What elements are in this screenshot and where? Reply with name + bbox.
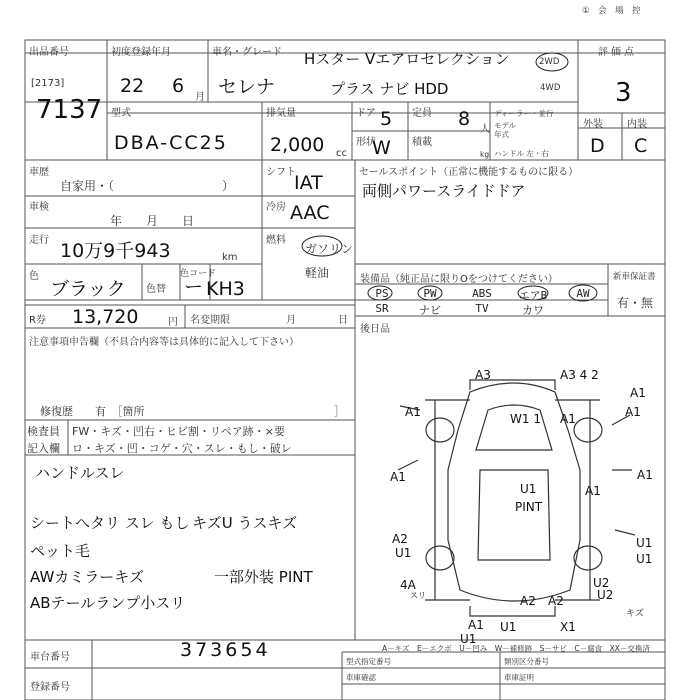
int-score: C bbox=[634, 135, 648, 157]
model-year-label: モデル 年式 bbox=[494, 121, 517, 139]
recycle-value: 13,720 bbox=[72, 306, 139, 328]
note-handle: ハンドルスレ bbox=[35, 464, 125, 482]
model-label: 型式 bbox=[111, 108, 131, 119]
sales-point-value: 両側パワースライドドア bbox=[362, 182, 526, 200]
load-label: 積載 bbox=[412, 137, 432, 148]
dmg-a2-bumper: A2 bbox=[520, 594, 536, 608]
ext-label: 外装 bbox=[583, 119, 603, 130]
name-change-month: 月 bbox=[286, 315, 296, 326]
first-reg-year: 22 bbox=[120, 75, 145, 97]
lot-sub: [2173] bbox=[31, 78, 65, 89]
repaint-value: ー bbox=[184, 276, 204, 298]
note-tail: ABテールランプ小スリ bbox=[30, 594, 186, 612]
capacity-unit: 人 bbox=[480, 124, 490, 135]
dmg-a1-bl: A1 bbox=[468, 618, 484, 632]
disp-value: 2,000 bbox=[270, 134, 325, 156]
dmg-a1-fl: A1 bbox=[405, 405, 421, 419]
chassis-value: 373654 bbox=[180, 639, 271, 661]
inspector-codes-2: ロ・キズ・凹・コゲ・穴・スレ・もし・破レ bbox=[72, 442, 292, 455]
equip-abs: ABS bbox=[472, 287, 492, 300]
equip-pw: PW bbox=[423, 287, 437, 300]
dmg-a1-hood: A1 bbox=[560, 412, 576, 426]
inspector-codes-1: FW・キズ・凹右・ヒビ割・リペア跡・×要 bbox=[72, 425, 285, 438]
chassis-label: 車台番号 bbox=[30, 652, 70, 663]
guarantee-value: 有・無 bbox=[617, 296, 654, 310]
note-seat: シートへタリ スレ もし bbox=[30, 514, 190, 532]
lot-number: 7137 bbox=[36, 95, 103, 125]
note-right-1: キズU うスキズ bbox=[192, 514, 298, 532]
car-name: セレナ bbox=[218, 76, 276, 98]
dmg-u2-rear: U2 bbox=[593, 576, 610, 590]
color-code: KH3 bbox=[206, 278, 245, 300]
mileage-unit: km bbox=[222, 252, 238, 263]
form-garage-check: 車庫確認 bbox=[346, 673, 376, 682]
dmg-u1-bottom: U1 bbox=[500, 620, 517, 634]
dmg-a1-fr: A1 bbox=[625, 405, 641, 419]
recycle-label: R券 bbox=[29, 315, 46, 326]
dmg-w1-hood: W1 1 bbox=[510, 412, 541, 426]
dmg-a1-mr: A1 bbox=[637, 468, 653, 482]
dmg-a342: A3 4 2 bbox=[560, 368, 599, 382]
damage-legend: A－キズ E－エクボ U－凹み W－補修跡 S－サビ C－腐食 XX－交換済 bbox=[382, 644, 650, 653]
score-label: 評価点 bbox=[598, 47, 637, 58]
shift-value: IAT bbox=[294, 172, 323, 194]
history-label: 車歴 bbox=[29, 167, 49, 178]
name-change-label: 名変期限 bbox=[190, 315, 230, 326]
first-reg-unit: 月 bbox=[195, 92, 205, 103]
dmg-4a: 4A bbox=[400, 578, 416, 592]
shape-label: 形状 bbox=[356, 137, 376, 148]
form-model-no: 型式指定番号 bbox=[346, 657, 391, 666]
inspector-label: 検査員 bbox=[27, 425, 60, 438]
form-garage-cert: 車庫証明 bbox=[504, 673, 534, 682]
drive-2wd: 2WD bbox=[539, 57, 560, 67]
color-label: 色 bbox=[29, 271, 39, 282]
equip-ps: PS bbox=[375, 287, 389, 300]
capacity-value: 8 bbox=[458, 108, 471, 130]
guarantee-label: 新車保証書 bbox=[613, 272, 656, 282]
first-reg-label: 初度登録年月 bbox=[111, 47, 171, 58]
form-class-no: 類別区分番号 bbox=[504, 657, 549, 666]
dmg-x1: X1 bbox=[560, 620, 576, 634]
header-copy-label: ① 会 場 控 bbox=[582, 6, 641, 16]
dmg-u1-rr2: U1 bbox=[636, 552, 653, 566]
equip-tv: TV bbox=[475, 302, 489, 315]
car-label: 車名・グレード bbox=[212, 47, 282, 58]
later-items-label: 後日品 bbox=[360, 324, 390, 335]
aircon-label: 冷房 bbox=[266, 202, 286, 213]
fuel-label: 燃料 bbox=[266, 235, 286, 246]
sales-point-label: セールスポイント（正常に機能するものに限る） bbox=[359, 167, 579, 178]
equip-airbag: エアB bbox=[518, 289, 548, 302]
disp-unit: cc bbox=[336, 148, 347, 159]
dmg-a1-top: A1 bbox=[630, 386, 646, 400]
inspection-value: 年 月 日 bbox=[110, 214, 195, 228]
note-aw: AWカミラーキズ bbox=[30, 568, 144, 586]
capacity-label: 定員 bbox=[412, 108, 432, 119]
model-value: DBA-CC25 bbox=[114, 132, 228, 154]
color-code-label: 色コード bbox=[180, 269, 217, 279]
note-pet: ペット毛 bbox=[30, 542, 91, 560]
inspection-label: 車検 bbox=[29, 202, 49, 213]
dmg-u1-rl: U1 bbox=[395, 546, 412, 560]
name-change-day: 日 bbox=[338, 315, 348, 326]
inspector-label2: 記入欄 bbox=[27, 442, 60, 455]
dmg-u1-b2: U1 bbox=[460, 632, 477, 646]
dmg-a1-ml: A1 bbox=[390, 470, 406, 484]
fuel-gasoline: ガソリン bbox=[305, 242, 354, 256]
aircon-value: AAC bbox=[290, 202, 330, 224]
dmg-u2-b: U2 bbox=[597, 588, 614, 602]
load-unit: kg bbox=[480, 150, 490, 159]
handle-label: ハンドル 左・右 bbox=[494, 149, 549, 158]
dmg-suri: スリ bbox=[410, 591, 426, 600]
dmg-kizu: キズ bbox=[626, 609, 644, 619]
drive-4wd: 4WD bbox=[540, 83, 561, 93]
score-value: 3 bbox=[615, 78, 632, 108]
equip-navi: ナビ bbox=[419, 304, 441, 317]
ext-score: D bbox=[590, 135, 605, 157]
door-value: 5 bbox=[380, 108, 393, 130]
note-right-2: 一部外装 PINT bbox=[214, 568, 313, 586]
reg-no-label: 登録番号 bbox=[30, 682, 70, 693]
dmg-a2-rl: A2 bbox=[392, 532, 408, 546]
dmg-u1-rr: U1 bbox=[636, 536, 653, 550]
mileage-label: 走行 bbox=[29, 235, 49, 246]
first-reg-month: 6 bbox=[172, 75, 185, 97]
color-value: ブラック bbox=[50, 278, 126, 300]
dmg-a2-rear: A2 bbox=[548, 594, 564, 608]
equipment-label: 装備品（純正品に限りOをつけてください） bbox=[360, 274, 558, 285]
equip-sr: SR bbox=[375, 302, 389, 315]
dealer-label: ディーラー・並行 bbox=[494, 109, 554, 118]
dmg-pint: PINT bbox=[515, 500, 543, 514]
dmg-a3-front: A3 bbox=[475, 368, 491, 382]
int-label: 内装 bbox=[627, 119, 647, 130]
shape-value: W bbox=[372, 137, 391, 159]
car-grade2: プラス ナビ HDD bbox=[330, 80, 449, 98]
door-label: ドア bbox=[356, 108, 376, 119]
history-value: 自家用・（ ） bbox=[60, 179, 235, 193]
lot-label: 出品番号 bbox=[29, 47, 69, 58]
notes-label: 注意事項申告欄（不具合内容等は具体的に記入して下さい） bbox=[29, 337, 299, 348]
car-grade: Hスター Vエアロセレクション bbox=[304, 50, 510, 68]
repaint-label: 色替 bbox=[146, 284, 166, 295]
repair-end: ］ bbox=[334, 405, 345, 418]
repair-history: 修復歴 有 ［箇所 bbox=[40, 405, 145, 418]
shift-label: シフト bbox=[266, 167, 296, 178]
dmg-a1-mr2: A1 bbox=[585, 484, 601, 498]
equip-aw: AW bbox=[576, 287, 590, 300]
mileage-value: 10万9千943 bbox=[60, 240, 171, 262]
dmg-u1-roof: U1 bbox=[520, 482, 537, 496]
recycle-unit: 円 bbox=[168, 317, 178, 328]
fuel-diesel: 軽油 bbox=[305, 266, 330, 280]
disp-label: 排気量 bbox=[266, 108, 296, 119]
equip-leather: カワ bbox=[522, 304, 544, 317]
